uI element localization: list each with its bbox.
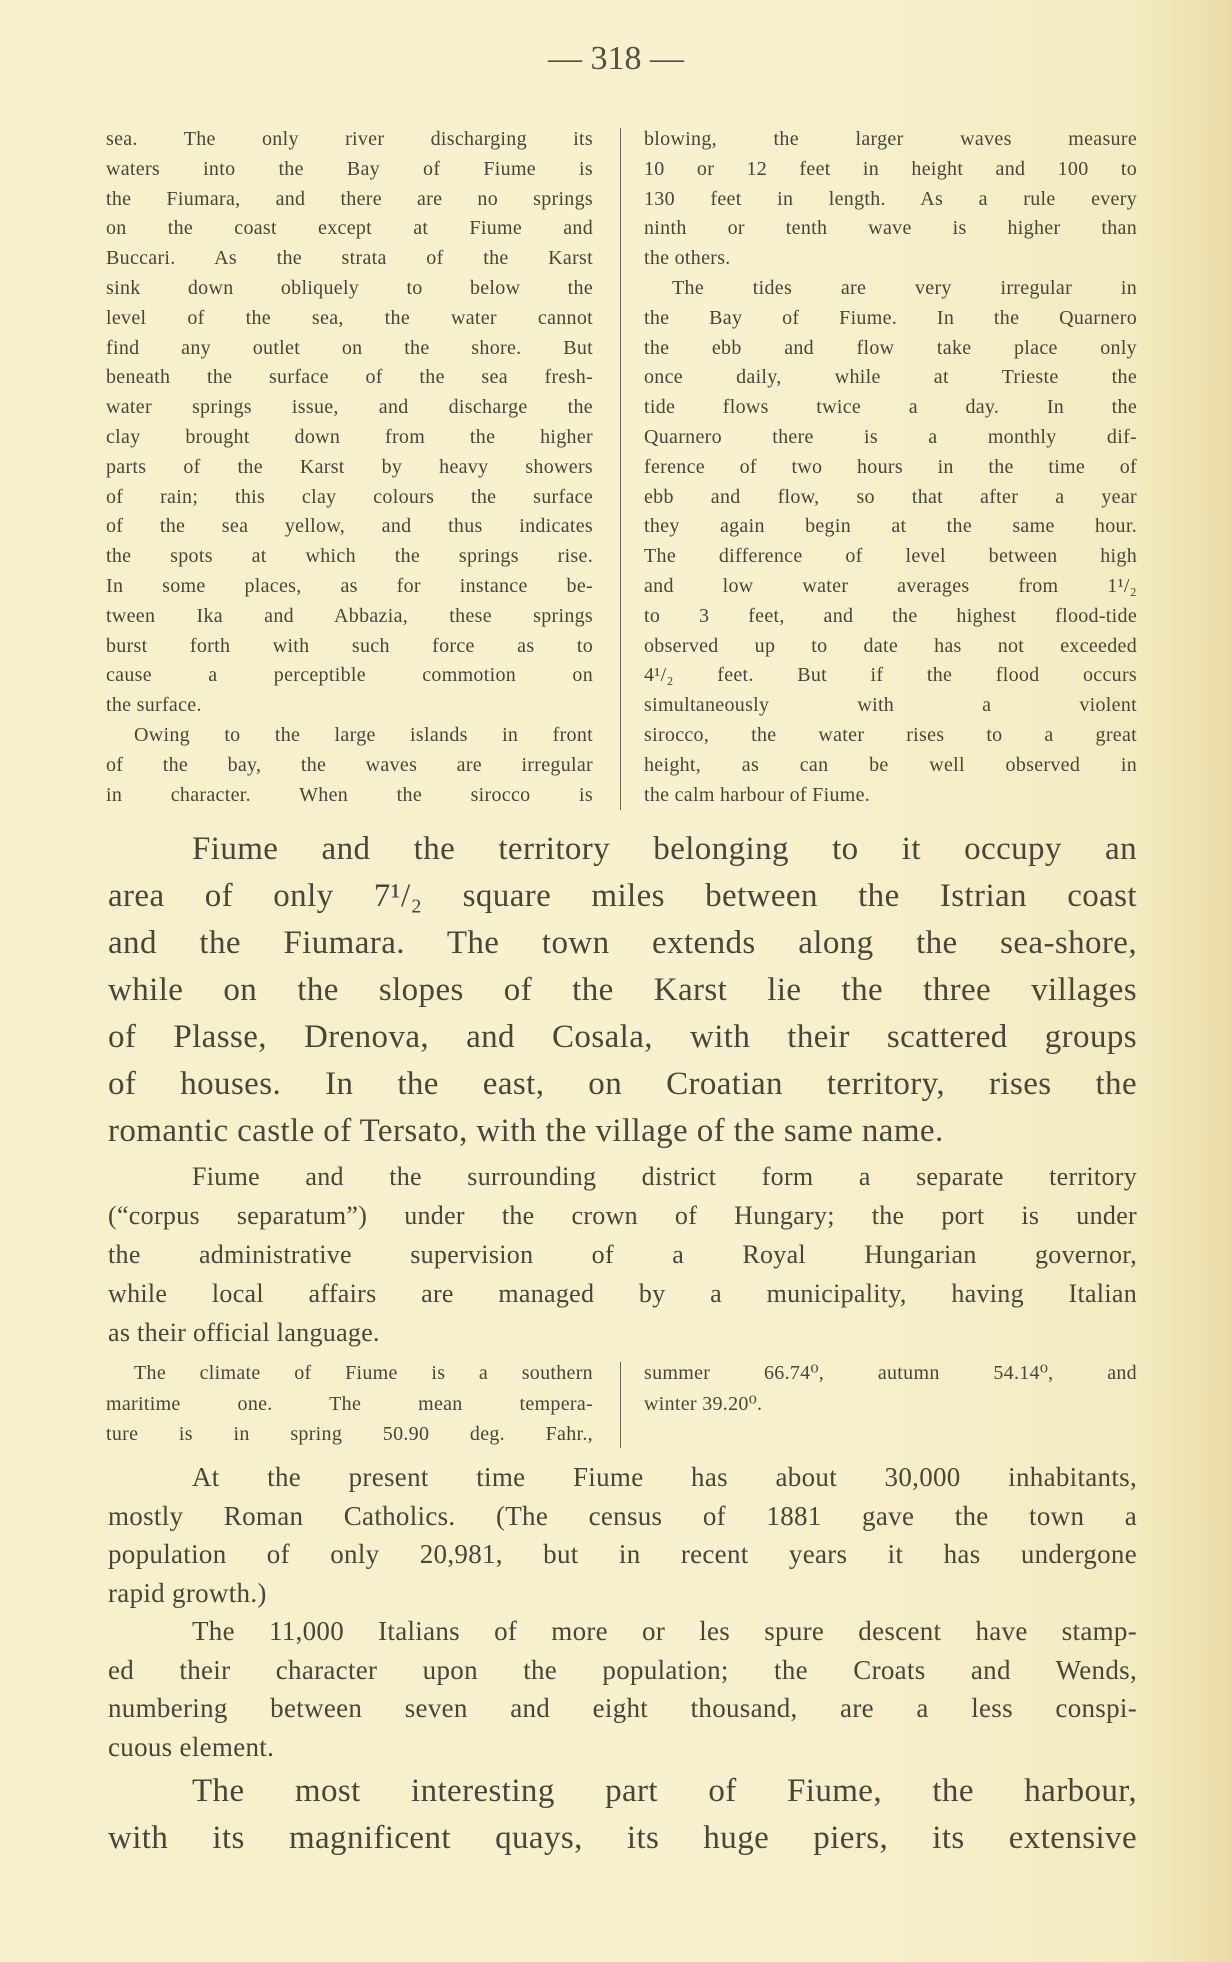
text-line: parts of the Karst by heavy showers bbox=[106, 455, 593, 478]
text-line: Buccari. As the strata of the Karst bbox=[106, 247, 593, 270]
text-line: The difference of level between high bbox=[644, 545, 1137, 568]
column-divider bbox=[620, 128, 621, 810]
text-line: ed their character upon the population; the Croats and Wends, bbox=[108, 1654, 1137, 1685]
text-line: ebb and flow, so that after a year bbox=[644, 485, 1137, 508]
text-line: as their official language. bbox=[108, 1318, 380, 1347]
text-line: sea. The only river discharging its bbox=[106, 128, 593, 150]
text-line: while local affairs are managed by a municipality, having Italian bbox=[108, 1279, 1137, 1308]
text-line: and low water averages from 1¹/₂ bbox=[644, 574, 1137, 597]
text-line: tween Ika and Abbazia, these springs bbox=[106, 604, 593, 627]
text-line: the Fiumara, and there are no springs bbox=[106, 187, 593, 210]
text-line: rapid growth.) bbox=[108, 1577, 267, 1608]
text-line: the others. bbox=[644, 247, 731, 270]
text-line: mostly Roman Catholics. (The census of 1881 gave the town a bbox=[108, 1500, 1137, 1531]
climate-right-column bbox=[644, 1358, 1137, 1419]
text-line: the administrative supervision of a Royal Hungarian governor, bbox=[108, 1240, 1137, 1269]
text-line: romantic castle of Tersato, with the village of the same name. bbox=[108, 1113, 944, 1149]
text-line: they again begin at the same hour. bbox=[644, 515, 1137, 538]
text-line: 130 feet in length. As a rule every bbox=[644, 187, 1137, 210]
text-line: The tides are very irregular in bbox=[672, 276, 1137, 299]
text-line: while on the slopes of the Karst lie the three villages bbox=[108, 972, 1137, 1008]
text-line: winter 39.20⁰. bbox=[644, 1392, 763, 1415]
text-line: 10 or 12 feet in height and 100 to bbox=[644, 157, 1137, 180]
text-line: the ebb and flow take place only bbox=[644, 336, 1137, 359]
population-paragraphs bbox=[108, 1458, 1137, 1766]
text-line: observed up to date has not exceeded bbox=[644, 634, 1137, 657]
text-line: The climate of Fiume is a southern bbox=[134, 1362, 593, 1384]
left-column bbox=[106, 125, 593, 810]
text-line: level of the sea, the water cannot bbox=[106, 306, 593, 329]
text-line: height, as can be well observed in bbox=[644, 753, 1137, 776]
text-line: clay brought down from the higher bbox=[106, 425, 593, 448]
text-line: At the present time Fiume has about 30,000 inhabitants, bbox=[192, 1462, 1137, 1492]
climate-divider bbox=[620, 1362, 621, 1448]
text-line: the surface. bbox=[106, 694, 202, 717]
harbour-paragraph bbox=[108, 1768, 1137, 1862]
text-line: of Plasse, Drenova, and Cosala, with their scattered groups bbox=[108, 1019, 1137, 1055]
text-line: In some places, as for instance be- bbox=[106, 574, 593, 597]
text-line: cause a perceptible commotion on bbox=[106, 664, 593, 687]
text-line: area of only 7¹/₂ square miles between the Istrian coast bbox=[108, 878, 1137, 914]
text-line: the calm harbour of Fiume. bbox=[644, 783, 871, 806]
text-line: in character. When the sirocco is bbox=[106, 783, 593, 806]
text-line: (“corpus separatum”) under the crown of Hungary; the port is under bbox=[108, 1201, 1137, 1230]
text-line: the Bay of Fiume. In the Quarnero bbox=[644, 306, 1137, 329]
text-line: tide flows twice a day. In the bbox=[644, 396, 1137, 419]
text-line: Fiume and the territory belonging to it occupy an bbox=[192, 831, 1137, 867]
text-line: blowing, the larger waves measure bbox=[644, 128, 1137, 150]
text-line: ference of two hours in the time of bbox=[644, 455, 1137, 478]
climate-left-column bbox=[106, 1358, 593, 1450]
text-line: find any outlet on the shore. But bbox=[106, 336, 593, 359]
text-line: and the Fiumara. The town extends along the sea-shore, bbox=[108, 925, 1137, 961]
text-line: of the sea yellow, and thus indicates bbox=[106, 515, 593, 538]
text-line: to 3 feet, and the highest flood-tide bbox=[644, 604, 1137, 627]
text-line: burst forth with such force as to bbox=[106, 634, 593, 657]
text-line: ture is in spring 50.90 deg. Fahr., bbox=[106, 1423, 593, 1445]
text-line: numbering between seven and eight thousand, are a less conspi- bbox=[108, 1693, 1137, 1723]
text-line: of the bay, the waves are irregular bbox=[106, 753, 593, 776]
admin-paragraph bbox=[108, 1157, 1137, 1352]
text-line: The most interesting part of Fiume, the harbour, bbox=[192, 1773, 1137, 1809]
main-paragraph bbox=[108, 826, 1137, 1155]
text-line: summer 66.74⁰, autumn 54.14⁰, and bbox=[644, 1362, 1137, 1384]
text-line: of rain; this clay colours the surface bbox=[106, 485, 593, 508]
text-line: Fiume and the surrounding district form a separate territory bbox=[192, 1162, 1137, 1191]
text-line: ninth or tenth wave is higher than bbox=[644, 217, 1137, 240]
text-line: simultaneously with a violent bbox=[644, 694, 1137, 717]
text-line: sink down obliquely to below the bbox=[106, 276, 593, 299]
text-line: sirocco, the water rises to a great bbox=[644, 723, 1137, 746]
text-line: water springs issue, and discharge the bbox=[106, 396, 593, 419]
text-line: on the coast except at Fiume and bbox=[106, 217, 593, 240]
text-line: beneath the surface of the sea fresh- bbox=[106, 366, 593, 389]
text-line: waters into the Bay of Fiume is bbox=[106, 157, 593, 180]
right-column bbox=[644, 125, 1137, 810]
text-line: the spots at which the springs rise. bbox=[106, 545, 593, 568]
text-line: The 11,000 Italians of more or les spure descent have stamp- bbox=[192, 1616, 1137, 1646]
text-line: maritime one. The mean tempera- bbox=[106, 1392, 593, 1415]
text-line: once daily, while at Trieste the bbox=[644, 366, 1137, 389]
text-line: cuous element. bbox=[108, 1731, 275, 1762]
text-line: 4¹/₂ feet. But if the flood occurs bbox=[644, 664, 1137, 687]
page-number: — 318 — bbox=[548, 40, 684, 77]
text-line: population of only 20,981, but in recent years it has undergone bbox=[108, 1539, 1137, 1569]
text-line: Owing to the large islands in front bbox=[134, 723, 593, 746]
text-line: with its magnificent quays, its huge piers, its extensive bbox=[108, 1820, 1137, 1856]
text-line: Quarnero there is a monthly dif- bbox=[644, 425, 1137, 448]
text-line: of houses. In the east, on Croatian territory, rises the bbox=[108, 1066, 1137, 1102]
